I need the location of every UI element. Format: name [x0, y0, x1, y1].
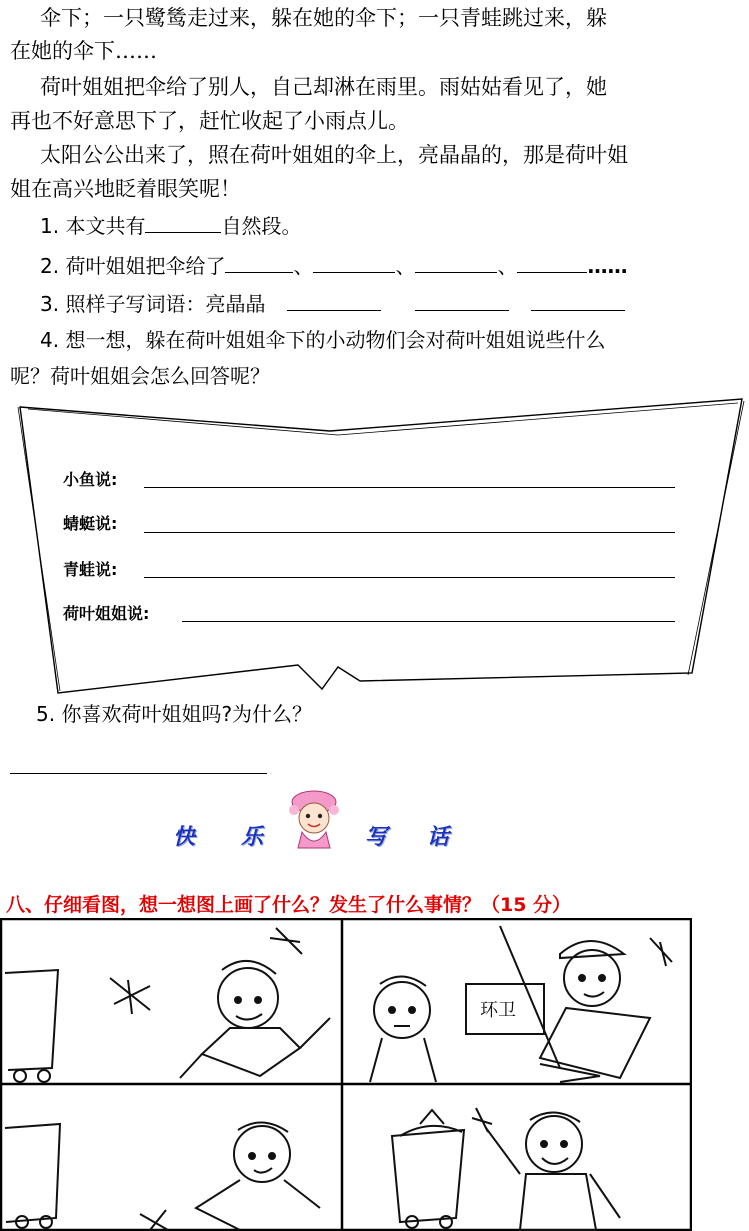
fish-answer-line[interactable] — [144, 487, 675, 488]
umbrella-blank-3[interactable] — [415, 250, 497, 273]
passage-line-5: 太阳公公出来了，照在荷叶姐姐的伞上，亮晶晶的，那是荷叶姐 — [40, 143, 628, 167]
question-3 — [40, 288, 625, 318]
passage-line-1: 伞下；一只鹭鸶走过来，躲在她的伞下；一只青蛙跳过来，躲 — [40, 6, 607, 30]
comic-picture-grid — [0, 918, 692, 1231]
comic-sign-text: 环卫 — [480, 1000, 516, 1021]
frog-says-label: 青蛙说: — [63, 560, 118, 579]
dragonfly-answer-line[interactable] — [144, 532, 675, 533]
section-8-title: 八、仔细看图，想一想图上画了什么？发生了什么事情？（15 分） — [6, 894, 572, 916]
question-2-prefix: 2. 荷叶姐姐把伞给了 — [40, 254, 226, 278]
umbrella-blank-4[interactable] — [517, 250, 587, 273]
writing-header-char-2: 乐 — [241, 825, 264, 850]
question-5-answer-line[interactable] — [10, 773, 267, 774]
question-4-line-1: 4. 想一想，躲在荷叶姐姐伞下的小动物们会对荷叶姐姐说些什么 — [40, 328, 606, 352]
umbrella-blank-1[interactable] — [225, 250, 293, 273]
passage-line-6: 姐在高兴地眨着眼笑呢！ — [10, 177, 241, 201]
question-5: 5. 你喜欢荷叶姐姐吗?为什么？ — [36, 702, 313, 726]
passage-line-2: 在她的伞下…… — [10, 39, 157, 63]
question-1-suffix: 自然段。 — [221, 214, 302, 238]
word-blank-2[interactable] — [415, 288, 509, 311]
lotus-says-label: 荷叶姐姐说: — [63, 604, 150, 623]
question-1 — [40, 210, 301, 240]
writing-header-char-3: 写 — [365, 825, 388, 850]
question-3-prefix: 3. 照样子写词语：亮晶晶 — [40, 292, 266, 316]
question-2 — [40, 250, 627, 280]
writing-header-char-4: 话 — [427, 825, 450, 850]
answer-banner-frame — [0, 395, 749, 695]
passage-line-4: 再也不好意思下了，赶忙收起了小雨点儿。 — [10, 109, 409, 133]
frog-answer-line[interactable] — [144, 577, 675, 578]
question-1-prefix: 1. 本文共有 — [40, 214, 146, 238]
separator: 、 — [395, 254, 416, 278]
lotus-answer-line[interactable] — [182, 621, 675, 622]
question-4-line-2: 呢？荷叶姐姐会怎么回答呢？ — [10, 364, 270, 388]
fish-says-label: 小鱼说: — [63, 470, 118, 489]
cartoon-girl-icon — [284, 788, 344, 852]
passage-line-3: 荷叶姐姐把伞给了别人，自己却淋在雨里。雨姑姑看见了，她 — [40, 75, 607, 99]
word-blank-3[interactable] — [531, 288, 625, 311]
word-blank-1[interactable] — [287, 288, 381, 311]
umbrella-blank-2[interactable] — [313, 250, 395, 273]
writing-header-char-1: 快 — [173, 825, 196, 850]
question-2-suffix: …… — [587, 254, 628, 278]
paragraph-count-blank[interactable] — [145, 210, 221, 233]
separator: 、 — [497, 254, 518, 278]
dragonfly-says-label: 蜻蜓说: — [63, 514, 118, 533]
separator: 、 — [293, 254, 314, 278]
